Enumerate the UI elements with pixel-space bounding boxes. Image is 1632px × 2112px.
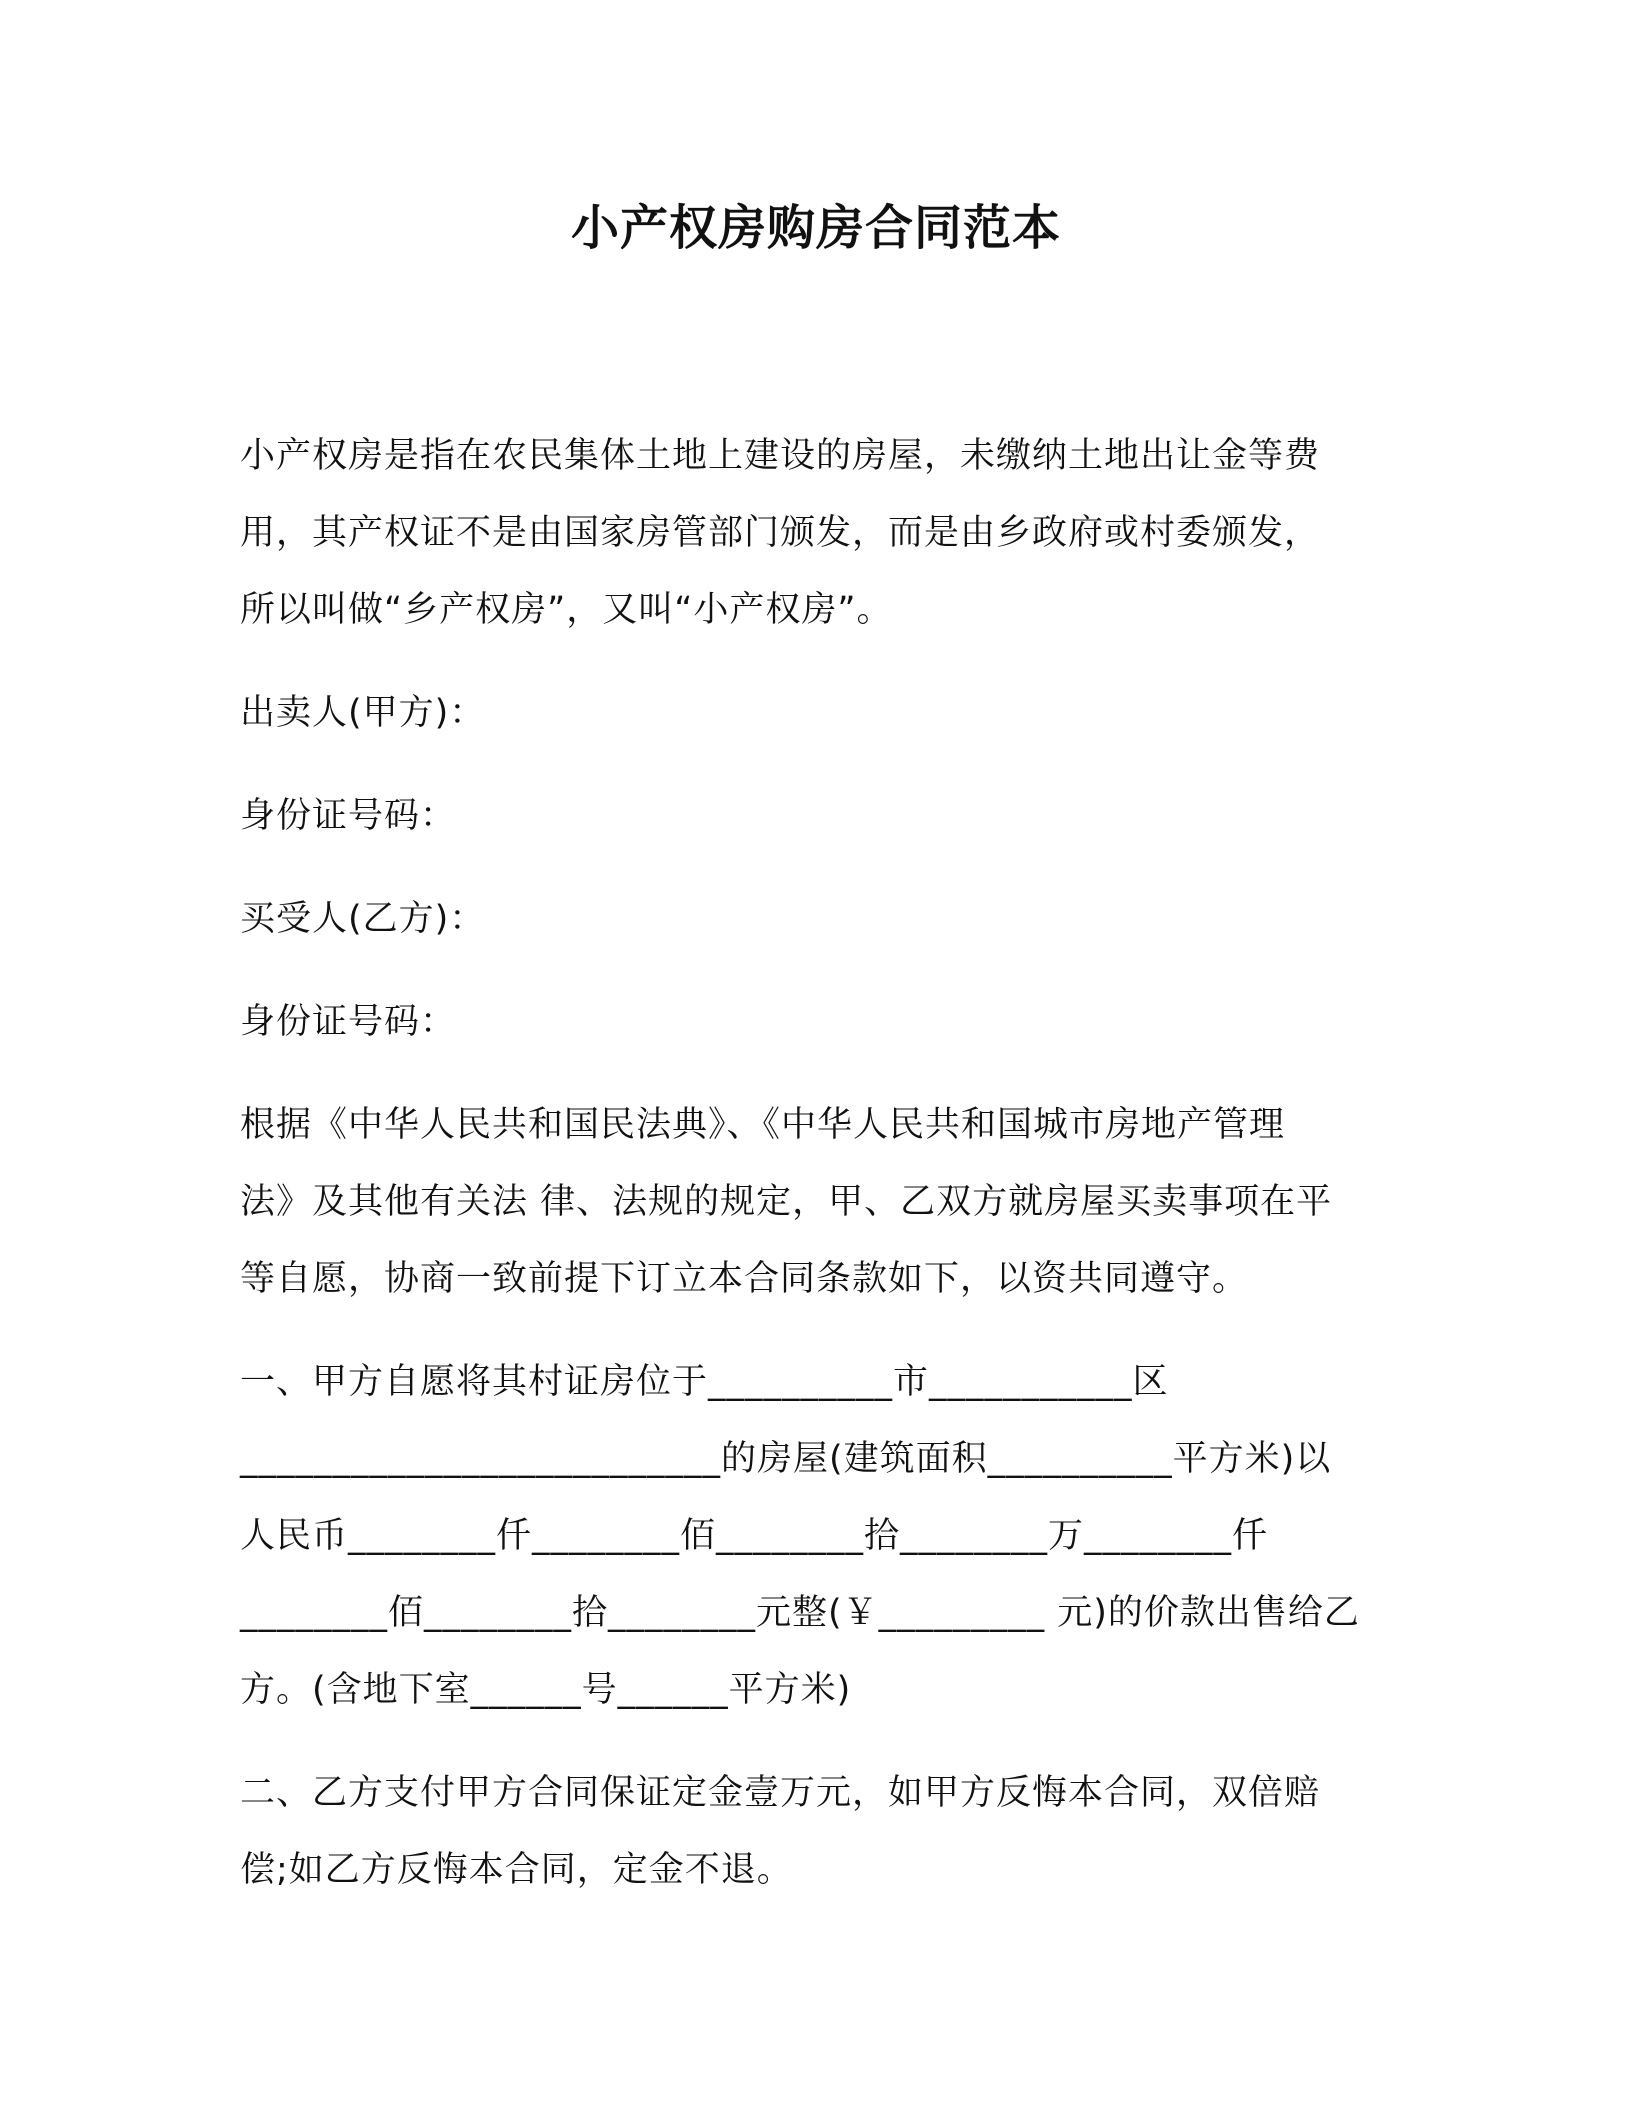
basis-line: 根据《中华人民共和国民法典》、《中华人民共和国城市房地产管理 <box>240 1105 1286 1145</box>
buyer-label: 买受人(乙方)： <box>240 899 486 939</box>
clause-two-line: 二、乙方支付甲方合同保证定金壹万元，如甲方反悔本合同，双倍赔 <box>240 1773 1321 1813</box>
intro-line: 所以叫做“乡产权房”，又叫“小产权房”。 <box>240 590 893 630</box>
basis-line: 等自愿，协商一致前提下订立本合同条款如下，以资共同遵守。 <box>240 1259 1249 1299</box>
clause-two-paragraph <box>240 1755 1380 1909</box>
seller-label: 出卖人(甲方)： <box>240 693 486 733</box>
clause-one-line: __________________________的房屋(建筑面积__________平方米)以 <box>240 1439 1332 1479</box>
buyer-id-label: 身份证号码： <box>240 1002 457 1042</box>
clause-two-line: 偿;如乙方反悔本合同，定金不退。 <box>240 1850 793 1890</box>
clause-one-paragraph <box>240 1344 1380 1729</box>
intro-line: 小产权房是指在农民集体土地上建设的房屋，未缴纳土地出让金等费 <box>240 436 1321 476</box>
clause-one-line: 方。(含地下室______号______平方米) <box>240 1670 852 1710</box>
seller-id-label: 身份证号码： <box>240 796 457 836</box>
intro-paragraph <box>240 418 1380 649</box>
document-body <box>240 418 1380 1935</box>
basis-line: 法》及其他有关法 律、法规的规定，甲、乙双方就房屋买卖事项在平 <box>240 1182 1333 1222</box>
clause-one-line: 一、甲方自愿将其村证房位于__________市___________区 <box>240 1362 1169 1402</box>
clause-one-line: ________佰________拾________元整(￥_________ 元)的价款出售给乙 <box>240 1593 1360 1633</box>
document-title: 小产权房购房合同范本 <box>570 200 1061 256</box>
intro-line: 用，其产权证不是由国家房管部门颁发，而是由乡政府或村委颁发， <box>240 513 1321 553</box>
legal-basis-paragraph <box>240 1087 1380 1318</box>
clause-one-line: 人民币________仟________佰________拾________万________仟 <box>240 1516 1269 1556</box>
